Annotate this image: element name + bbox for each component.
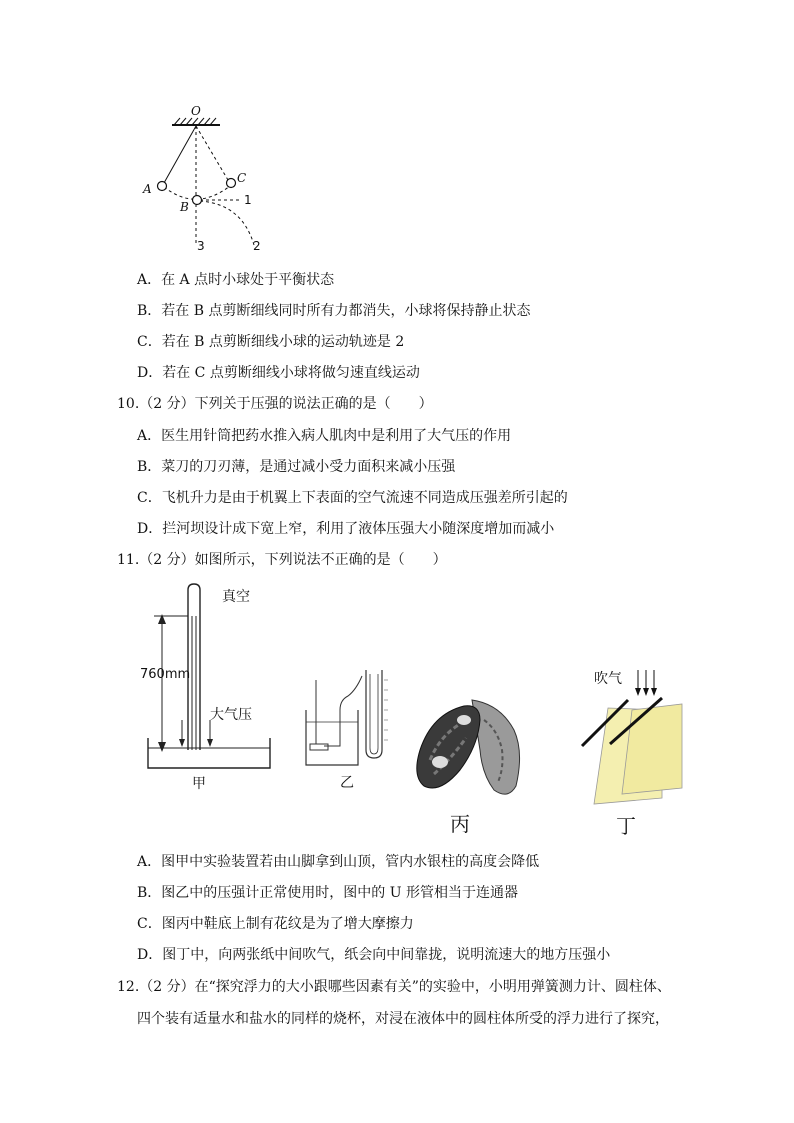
pendulum-figure [130,100,280,260]
q9-option-d: D．若在 C 点剪断细线小球将做匀速直线运动 [137,365,420,381]
q11-option-b: B．图乙中的压强计正常使用时，图中的 U 形管相当于连通器 [137,885,518,901]
q9-option-c: C．若在 B 点剪断细线小球的运动轨迹是 2 [137,334,405,350]
q9-option-a: A．在 A 点时小球处于平衡状态 [137,272,335,288]
label-path-1: 1 [244,193,252,207]
caption-jia: 甲 [192,776,206,792]
ball-c [227,179,236,188]
label-760mm: 760mm [140,667,191,682]
pendulum-diagram [130,100,280,260]
q11-stem: 11.（2 分）如图所示，下列说法不正确的是（ ） [117,552,447,568]
ball-b [193,196,202,205]
label-path-3: 3 [197,239,205,253]
q11-option-a: A．图甲中实验装置若由山脚拿到山顶，管内水银柱的高度会降低 [137,854,540,870]
paper-sheets-diagram [570,664,700,809]
q11-option-c: C．图丙中鞋底上制有花纹是为了增大摩擦力 [137,916,414,932]
figure-yi [300,660,400,795]
figure-ding [570,664,700,838]
q9-option-b: B．若在 B 点剪断细线同时所有力都消失，小球将保持静止状态 [137,303,531,319]
caption-bing: 丙 [450,812,470,836]
label-o: O [191,104,201,118]
label-blow: 吹气 [594,671,622,687]
q12-stem-line-1: 12.（2 分）在“探究浮力的大小跟哪些因素有关”的实验中，小明用弹簧测力计、圆柱体、 [117,979,671,995]
pressure-gauge-diagram [300,660,400,770]
shoes-image [410,690,530,805]
label-path-2: 2 [253,239,261,253]
ball-a [158,182,167,191]
label-b: B [180,200,189,214]
label-vacuum: 真空 [222,589,250,605]
figure-jia [140,580,280,795]
torricelli-tube-diagram [140,580,280,795]
q11-option-d: D．图丁中，向两张纸中间吹气，纸会向中间靠拢，说明流速大的地方压强小 [137,947,611,963]
q10-option-c: C．飞机升力是由于机翼上下表面的空气流速不同造成压强差所引起的 [137,490,568,506]
q10-stem: 10.（2 分）下列关于压强的说法正确的是（ ） [117,396,433,412]
q10-option-a: A．医生用针筒把药水推入病人肌肉中是利用了大气压的作用 [137,428,512,444]
caption-ding: 丁 [616,814,636,838]
q12-stem-line-2: 四个装有适量水和盐水的同样的烧杯，对浸在液体中的圆柱体所受的浮力进行了探究， [137,1011,669,1027]
label-a: A [143,182,152,196]
caption-yi: 乙 [340,775,354,791]
label-atmospheric-pressure: 大气压 [210,707,252,723]
figure-bing [410,690,530,835]
q10-option-d: D．拦河坝设计成下宽上窄，利用了液体压强大小随深度增加而减小 [137,521,555,537]
q10-option-b: B．菜刀的刀刃薄，是通过减小受力面积来减小压强 [137,459,456,475]
label-c: C [237,171,247,185]
